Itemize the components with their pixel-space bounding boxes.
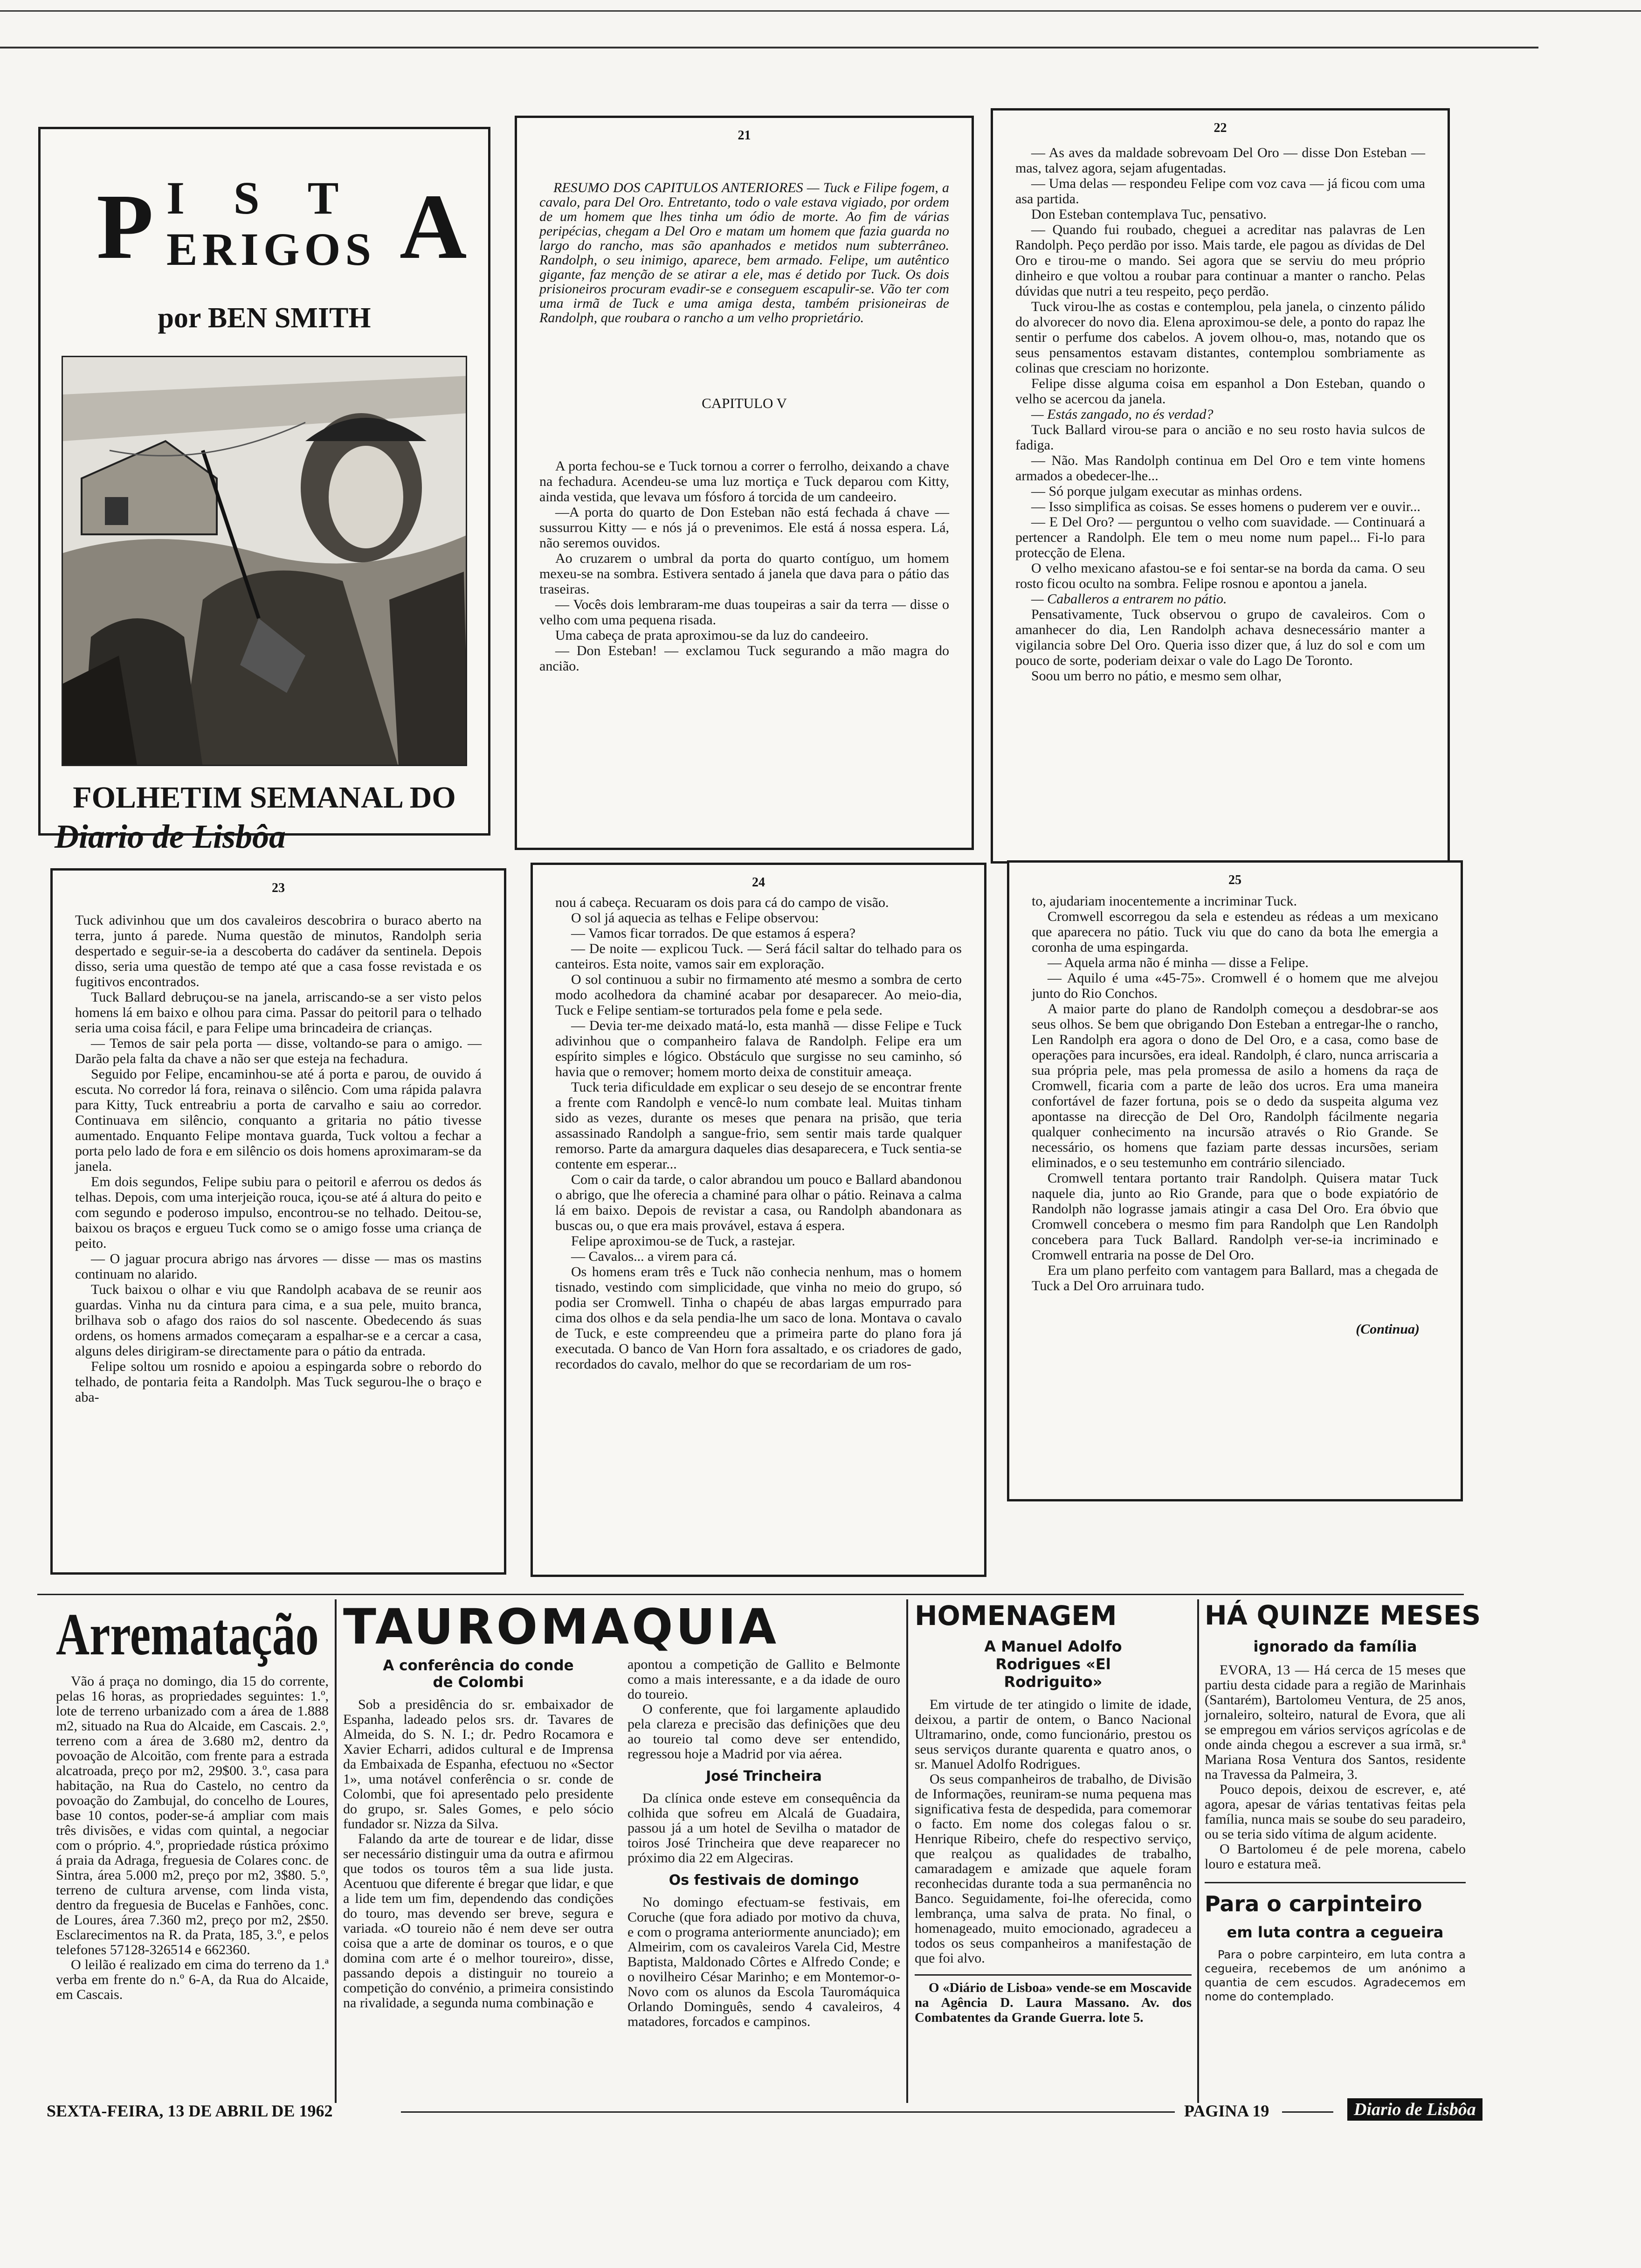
paragraph: Pouco depois, deixou de escrever, e, até agora, apesar de várias tentativas feitas pela família, nunca mais se soube do seu paradeiro, ou se teria sido vítima de algum acidente.: [1205, 1782, 1466, 1842]
moscavide-notice: O «Diário de Lisboa» vende-se em Moscavide na Agência D. Laura Massano. Av. dos Combatentes da Grande Guerra. lote 5.: [915, 1980, 1192, 2025]
paragraph: Os homens eram três e Tuck não conhecia nenhum, mas o homem tisnado, vestindo com simplicidade, que vinha no meio do grupo, só podia ser Cromwell. Tinha o chapéu de abas largas empurrado para cima dos olhos e da sela pendia-lhe um saco de lona. Montava o cavalo de Tuck, e este compreendeu que a primeira parte do plano fora já executada. O banco de Van Horn fora assaltado, e os criadores de gado, recordados do cavalo, melhor do que se recordariam de um ros-: [555, 1264, 962, 1372]
news-top-rule: [37, 1594, 1464, 1595]
paragraph: O sol continuou a subir no firmamento até mesmo a sombra de certo modo acolhedora da chaminé acabar por desaparecer. Ao meio-dia, Tuck e Felipe sentiam-se torturados pela fome e pela sede.: [555, 972, 962, 1018]
chapter-title: CAPITULO V: [702, 395, 787, 411]
paragraph: O Bartolomeu é de pele morena, cabelo louro e estatura meã.: [1205, 1841, 1466, 1872]
column-divider: [1197, 1599, 1199, 2103]
paragraph: A porta fechou-se e Tuck tornou a correr o ferrolho, deixando a chave na fechadura. Acendeu-se uma luz mortiça e Tuck deparou com Kitty, ainda vestida, que levava um fósforo á torcida de um candeeiro.: [539, 458, 949, 505]
paragraph: — Aquela arma não é minha — disse a Felipe.: [1048, 955, 1309, 970]
carpinteiro-rule: [1205, 1882, 1466, 1883]
paragraph: — Cavalos... a virem para cá.: [571, 1249, 737, 1264]
paragraph: — Temos de sair pela porta — disse, voltando-se para o amigo. — Darão pela falta da chave a não ser que esteja na fechadura.: [75, 1036, 482, 1066]
homenagem-section: [915, 1599, 1192, 2025]
footer-rule: [401, 2111, 1175, 2113]
cover-title: [41, 166, 488, 292]
paragraph: — As aves da maldade sobrevoam Del Oro — disse Don Esteban — mas, talvez agora, sejam afugentadas.: [1015, 145, 1425, 176]
cowboy-illustration: [63, 357, 467, 766]
arrematacao-column: [56, 1599, 329, 2002]
paragraph: — Estás zangado, no és verdad?: [1031, 407, 1214, 422]
homenagem-subhead: A Manuel Adolfo Rodrigues «El Rodriguito»: [984, 1638, 1122, 1691]
paragraph: to, ajudariam inocentemente a incriminar Tuck.: [1032, 893, 1297, 909]
paragraph: Vão á praça no domingo, dia 15 do corrente, pelas 16 horas, as propriedades seguintes: 1.º, lote de terreno urbanizado com a área de 1.888 m2, situado na Rua do Alcaide, em Cascais. 2.º, terreno com a área de 3.680 m2, dentro da povoação de Alcoitão, com frente para a estrada alcatroada, preço por m2, 29$00. 3.º, casa para habitação, na Rua do Castelo, no centro da povoação do Zambujal, do concelho de Loures, base 10 contos, poder-se-á ampliar com mais três divisões, e vidas com quintal, a negociar com o próprio. 4.º, propriedade rústica próximo á praia da Adraga, freguesia de Colares conc. de Sintra, área 5.000 m2, preço por m2, 3$80. 5.º, terreno de cultura arvense, com linda vista, dentro da freguesia de Bucelas e Fanhões, conc. de Loures, área 7.360 m2, preço por m2, 2$50. Esclarecimentos na R. da Prata, 185, 3.º, e pelos telefones 57128-326514 e 662360.: [56, 1673, 329, 1957]
paragraph: Pensativamente, Tuck observou o grupo de cavaleiros. Com o amanhecer do dia, Len Randolph achava desnecessário manter a vigilancia sobre Del Oro. Queria isso dizer que, á luz do sol e com um pouco de sorte, poderiam deixar o vale do Lago De Toronto.: [1015, 607, 1425, 668]
top-rule-2: [0, 47, 1538, 48]
paragraph: Cromwell tentara portanto trair Randolph. Quisera matar Tuck naquele dia, junto ao Rio Grande, para que o bode expiatório de Randolph não lograsse jamais atingir a casa Del Oro. Era óbvio que Cromwell concebera o mesmo fim para Randolph que Len Randolph concebera para Tuck Ballard. Randolph ver-se-ia incriminado e Cromwell entraria na posse de Del Oro.: [1032, 1170, 1438, 1263]
paragraph: — Don Esteban! — exclamou Tuck segurando a mão magra do ancião.: [539, 643, 949, 674]
paragraph: — Aquilo é uma «45-75». Cromwell é o homem que me alvejou junto do Rio Conchos.: [1032, 970, 1438, 1001]
paragraph: — Vamos ficar torrados. De que estamos á espera?: [571, 926, 856, 941]
paragraph: — Quando fui roubado, cheguei a acreditar nas palavras de Len Randolph. Peço perdão por isso. Mais tarde, ele pagou as dívidas de Del Oro e tirou-me o mando. Sei agora que se serviu do meu próprio dinheiro e que voltou a roubar para continuar a manter o rancho. Pelas dúvidas que nutri a teu respeito, peço perdão.: [1015, 222, 1425, 299]
paragraph: Uma cabeça de prata aproximou-se da luz do candeeiro.: [555, 628, 869, 643]
paragraph: — O jaguar procura abrigo nas árvores — disse — mas os mastins continuam no alarido.: [75, 1251, 482, 1282]
cover-title-a: A: [400, 175, 467, 278]
carpinteiro-title: Para o carpinteiro: [1205, 1891, 1422, 1916]
paragraph: Tuck baixou o olhar e viu que Randolph acabava de se reunir aos guardas. Vinha nu da cintura para cima, e a sua pele, muito branca, brilhava sob o afago dos raios do sol nascente. Obedecendo ás suas ordens, os homens armados começaram a espalhar-se e a cercar a casa, alguns deles dirigiram-se directamente para o pátio da entrada.: [75, 1282, 482, 1359]
paragraph: O sol já aquecia as telhas e Felipe observou:: [571, 910, 819, 926]
paragraph: Tuck adivinhou que um dos cavaleiros descobrira o buraco aberto na terra, junto á parede. Numa questão de minutos, Randolph seria despertado e seguir-se-ia a descoberta do cadáver da sentinela. Depois disso, seria uma questão de tempo até que a casa fosse revistada e os fugitivos encontrados.: [75, 913, 482, 989]
serial-page-22: [991, 108, 1450, 864]
paragraph: Os seus companheiros de trabalho, de Divisão de Informações, reuniram-se numa pequena mas significativa festa de despedida, para comemorar o facto. Em nome dos colegas falou o sr. Henrique Ribeiro, chefe do respectivo serviço, que realçou as qualidades de trabalho, camaradagem e amizade que aquele foram reconhecidas durante toda a sua permanência no Banco. Seguidamente, foi-lhe oferecida, como lembrança, uma salva de prata. No final, o homenageado, muito emocionado, agradeceu a todos os seus companheiros a manifestação de que foi alvo.: [915, 1771, 1192, 1966]
paragraph: Em virtude de ter atingido o limite de idade, deixou, a partir de ontem, o Banco Nacional Ultramarino, onde, como funcionário, prestou os seus serviços durante quarenta e quatro anos, o sr. Manuel Adolfo Rodrigues.: [915, 1697, 1192, 1772]
paragraph: apontou a competição de Gallito e Belmonte como a mais interessante, e a da idade de ouro do toureio.: [627, 1657, 900, 1702]
cover-footer-line1: FOLHETIM SEMANAL DO: [73, 781, 456, 815]
carpinteiro-text: Para o pobre carpinteiro, em luta contra a cegueira, recebemos de um anónimo a quantia de cem escudos. Agradecemos em nome do contemplado.: [1205, 1948, 1466, 2003]
paragraph: — De noite — explicou Tuck. — Será fácil saltar do telhado para os canteiros. Esta noite, vamos sair em exploração.: [555, 941, 962, 972]
paragraph: Ao cruzarem o umbral da porta do quarto contíguo, um homem mexeu-se na sombra. Estivera sentado á janela que dava para o pátio das traseiras.: [539, 551, 949, 597]
cover-title-line2: ERIGOS: [166, 223, 376, 275]
tauromaquia-subhead: A conferência do conde de Colombi: [383, 1657, 574, 1691]
column-divider: [906, 1599, 908, 2103]
tauromaquia-title: TAUROMAQUIA: [343, 1598, 779, 1655]
paragraph: — Vocês dois lembraram-me duas toupeiras a sair da terra — disse o velho com uma pequena risada.: [539, 597, 949, 628]
paragraph: Sob a presidência do sr. embaixador de Espanha, ladeado pelos srs. dr. Tavares de Almeida, do S. N. I.; dr. Pedro Rocamora e Xavier Echarri, adidos cultural e de Imprensa da Embaixada de Espanha, efectuou no «Sector 1», uma notável conferência o sr. conde de Colombi, que foi apresentado pelo presidente do grupo, sr. Sales Gomes, e pelo sócio fundador sr. Nizza da Silva.: [343, 1697, 614, 1832]
cover-title-p: P: [97, 175, 154, 278]
paragraph: Felipe soltou um rosnido e apoiou a espingarda sobre o rebordo do telhado, de pontaria feita a Randolph. Mas Tuck segurou-lhe o braço e aba-: [75, 1359, 482, 1405]
paragraph: Don Esteban contemplava Tuc, pensativo.: [1031, 207, 1267, 222]
paragraph: Com o cair da tarde, o calor abrandou um pouco e Ballard abandonou o abrigo, que lhe oferecia a chaminé para olhar o pátio. Reinava a calma lá em baixo. Depois de revistar a casa, ou Randolph abandonara as buscas ou, o que era mais provável, estava á espera.: [555, 1172, 962, 1233]
paragraph: No domingo efectuam-se festivais, em Coruche (que fora adiado por motivo da chuva, e com o programa anteriormente anunciado); em Almeirim, com os cavaleiros Varela Cid, Mestre Baptista, Maldonado Côrtes e Alfredo Conde; e o novilheiro César Marinho; e em Montemor-o-Novo com os alunos da Escola Tauromáquica Orlando Dominguês, sendo 4 cavaleiros, 4 matadores, forcados e campinos.: [627, 1895, 900, 2029]
page-number: 24: [752, 875, 765, 890]
paragraph: Tuck teria dificuldade em explicar o seu desejo de se encontrar frente a frente com Randolph e vencê-lo num combate leal. Muitas tinham sido as vezes, durante os meses que penara na prisão, que teria assassinado Randolph a sangue-frio, sem sentir mais tarde qualquer remorso. Parte da amargura daqueles dias desaparecera, e Tuck sentia-se contente em esperar...: [555, 1079, 962, 1172]
paragraph: — Devia ter-me deixado matá-lo, esta manhã — disse Felipe e Tuck adivinhou que o companheiro falava de Randolph. Felipe era um espírito simples e lógico. Obstáculo que surgisse no seu caminho, só havia que o remover; homem morto deixa de constituir ameaça.: [555, 1018, 962, 1079]
serial-page-21: [515, 116, 974, 850]
arrematacao-title: Arrematação: [56, 1601, 319, 1667]
paragraph: O leilão é realizado em cima do terreno da 1.ª verba em frente do n.º 6-A, da Rua do Alcaide, em Cascais.: [56, 1957, 329, 2002]
paragraph: Da clínica onde esteve em consequência da colhida que sofreu em Alcalá de Guadaira, passou já a um hotel de Sevilha o matador de toiros José Trincheira que deve reaparecer no próximo dia 22 em Algeciras.: [627, 1791, 900, 1866]
paragraph: —A porta do quarto de Don Esteban não está fechada á chave — sussurrou Kitty — e nós já o prevenimos. Ele está á nossa espera. Lá, não seremos ouvidos.: [539, 505, 949, 551]
paragraph: — Não. Mas Randolph continua em Del Oro e tem vinte homens armados a obedecer-lhe...: [1015, 453, 1425, 484]
footer-bar: [47, 2098, 1482, 2126]
cover-box: [38, 127, 490, 855]
footer-date: SEXTA-FEIRA, 13 DE ABRIL DE 1962: [47, 2102, 333, 2120]
paragraph: O conferente, que foi largamente aplaudido pela clareza e precisão das definições que deu ao toureio tal como deve ser entendido, regressou hoje a Madrid por via aérea.: [627, 1701, 900, 1762]
paragraph: Cromwell escorregou da sela e estendeu as rédeas a um mexicano que aparecera no pátio. Tuck viu que do cano da bota lhe emergia a coronha de uma espingarda.: [1032, 909, 1438, 955]
serial-page-24: [531, 863, 986, 1577]
paragraph: — Caballeros a entrarem no pátio.: [1031, 591, 1227, 607]
tauromaquia-section: [343, 1599, 900, 2029]
carpinteiro-subhead: em luta contra a cegueira: [1227, 1923, 1444, 1941]
cover-footer-line2: Diario de Lisbôa: [55, 818, 286, 855]
paragraph: Felipe disse alguma coisa em espanhol a Don Esteban, quando o velho se acercou da janela.: [1015, 376, 1425, 407]
cover-title-line1: I S T: [166, 172, 358, 224]
paragraph: Soou um berro no pátio, e mesmo sem olhar,: [1031, 668, 1282, 684]
paragraph: Tuck virou-lhe as costas e contemplou, pela janela, o cinzento pálido do alvorecer do novo dia. Elena aproximou-se dele, a ponto do rapaz lhe sentir o perfume dos cabelos. A jovem olhou-o, mas, notando que os seus pensamentos estavam distantes, contemplou sombriamente as colinas que cresciam no horizonte.: [1015, 299, 1425, 376]
paragraph: O velho mexicano afastou-se e foi sentar-se na borda da cama. O seu rosto ficou oculto na sombra. Felipe rosnou e apontou a janela.: [1015, 560, 1425, 591]
footer-masthead: Diario de Lisbôa: [1347, 2098, 1482, 2121]
cover-illustration: [62, 356, 467, 766]
homenagem-title: HOMENAGEM: [915, 1600, 1117, 1632]
notice-rule: [915, 1974, 1192, 1976]
continua-label: (Continua): [1356, 1321, 1420, 1337]
footer-rule-2: [1282, 2111, 1333, 2113]
paragraph: — Isso simplifica as coisas. Se esses homens o puderem ver e ouvir...: [1031, 499, 1420, 514]
paragraph: — Uma delas — respondeu Felipe com voz cava — já ficou com uma asa partida.: [1015, 176, 1425, 207]
tauromaquia-subhead: José Trincheira: [706, 1768, 822, 1784]
cover-author: por BEN SMITH: [158, 302, 371, 334]
quinze-subhead: ignorado da família: [1253, 1638, 1417, 1655]
page-number: 22: [1214, 121, 1227, 135]
paragraph: Felipe aproximou-se de Tuck, a rastejar.: [571, 1233, 795, 1249]
serial-page-25: [1007, 860, 1463, 1501]
paragraph: Tuck Ballard virou-se para o ancião e no seu rosto havia sulcos de fadiga.: [1015, 422, 1425, 453]
paragraph: Falando da arte de tourear e de lidar, disse ser necessário distinguir uma da outra e afirmou que todos os touros têm a sua lide justa. Acentuou que diferente é bregar que lidar, e que a lide tem um fim, dependendo das condições do touro, mas devendo ser breve, segura e variada. «O toureio não é nem deve ser outra coisa que a arte de dominar os touros, e o que domina com arte é o melhor toureiro», disse, passando depois a distinguir no toureio a competição do convénio, a primeira consistindo na rivalidade, a segunda numa combinação e: [343, 1831, 614, 2011]
paragraph: nou á cabeça. Recuaram os dois para cá do campo de visão.: [555, 895, 889, 910]
paragraph: Era um plano perfeito com vantagem para Ballard, mas a chegada de Tuck a Del Oro arruinara tudo.: [1032, 1263, 1438, 1293]
paragraph: Tuck Ballard debruçou-se na janela, arriscando-se a ser visto pelos homens lá em baixo e olhou para cima. Passar do peitoril para o telhado seria uma coisa fácil, e para Felipe uma brincadeira de crianças.: [75, 989, 482, 1036]
quinze-title: HÁ QUINZE MESES: [1205, 1600, 1481, 1631]
resumo-text: RESUMO DOS CAPITULOS ANTERIORES — Tuck e Filipe fogem, a cavalo, para Del Oro. Entretanto, todo o vale estava vigiado, por ordem de um homem que lhes tinha um ódio de morte. Ao fim de várias peripécias, chegam a Del Oro e matam um homem que fazia guarda no largo do rancho, mas são apanhados e metidos num subterrâneo. Randolph, o seu inimigo, aparece, bem armado. Felipe, um autêntico gigante, faz menção de se atirar a ele, mas é detido por Tuck. Os dois prisioneiros procuram evadir-se e conseguem escapulir-se. Vão ter com uma irmã de Tuck e uma amiga desta, também prisioneiras de Randolph, que roubara o rancho a um velho proprietário.: [539, 180, 949, 325]
top-rule: [0, 10, 1641, 12]
paragraph: A maior parte do plano de Randolph começou a desdobrar-se aos seus olhos. Se bem que obrigando Don Esteban a entregar-lhe o rancho, Len Randolph era agora o dono de Del Oro, e a casa, como base de operações para incursões, era ideal. Randolph, é claro, nunca arriscaria a sua própria pele, mas pela promessa de asilo a homens da raça de Cromwell, ficaria com a parte de leão dos ucros. Era uma maneira confortável de fazer fortuna, pois se o dedo da suspeita alguma vez apontasse na direcção de Del Oro, Randolph fácilmente negaria qualquer conhecimento na incursão através o Rio Grande. Se necessário, os homens que faziam parte dessas incursões, seriam eliminados, e o seu testemunho em contrário silenciado.: [1032, 1001, 1438, 1170]
page-number: 23: [272, 881, 285, 895]
page-number: 21: [738, 128, 751, 143]
quinze-meses-section: [1205, 1599, 1481, 2004]
paragraph: — Só porque julgam executar as minhas ordens.: [1031, 484, 1303, 499]
paragraph: Em dois segundos, Felipe subiu para o peitoril e aferrou os dedos ás telhas. Depois, com uma interjeição rouca, içou-se até á altura do peito e com segundo e poderoso impulso, encontrou-se no telhado. Deitou-se, baixou os braços e ergueu Tuck como se o amigo fosse uma criança de peito.: [75, 1174, 482, 1251]
serial-page-23: [50, 868, 506, 1575]
paragraph: EVORA, 13 — Há cerca de 15 meses que partiu desta cidade para a região de Marinhais (Santarém), Bartolomeu Ventura, de 25 anos, jornaleiro, solteiro, natural de Evora, que ali se empregou em vários serviços agrícolas e de onde ainda chegou a escrever a sua irmã, sr.ª Mariana Rosa Ventura dos Santos, residente na Travessa da Palmeira, 3.: [1205, 1662, 1466, 1782]
page-number: 25: [1228, 873, 1241, 887]
paragraph: — E Del Oro? — perguntou o velho com suavidade. — Continuará a pertencer a Randolph. Ele tem o meu nome num papel... Fi-lo para protecção de Elena.: [1015, 514, 1425, 560]
tauromaquia-subhead: Os festivais de domingo: [669, 1872, 859, 1888]
paragraph: Seguido por Felipe, encaminhou-se até á porta e parou, de ouvido á escuta. No corredor lá fora, reinava o silêncio. Com uma rápida palavra para Kitty, Tuck entreabriu a porta de carvalho e saiu ao corredor. Continuava em silêncio, conquanto a gritaria no pátio tivesse aumentado. Enquanto Felipe montava guarda, Tuck voltou a fechar a porta pelo lado de fora e em silêncio os dois homens aproximaram-se da janela.: [75, 1066, 482, 1174]
column-divider: [335, 1599, 337, 2103]
footer-page: PAGINA 19: [1184, 2102, 1269, 2120]
